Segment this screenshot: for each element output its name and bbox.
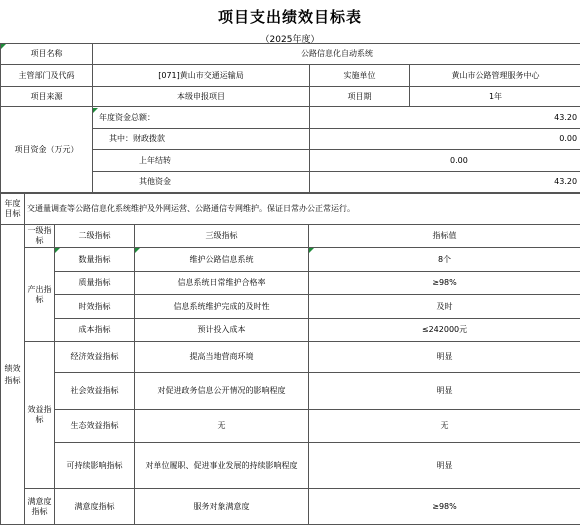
dept-value: [071]黄山市交通运输局 xyxy=(93,65,310,87)
funds-total-value: 43.20 xyxy=(310,107,580,129)
table-row-l2: 成本指标 xyxy=(55,319,135,342)
source-label: 项目来源 xyxy=(1,87,93,107)
output-indicator-label: 产出指标 xyxy=(25,248,55,342)
funds-carry-label: 上年结转 xyxy=(93,150,310,172)
table-row-l3: 对促进政务信息公开情况的影响程度 xyxy=(135,373,309,410)
table-row-l3: 无 xyxy=(135,410,309,443)
header-level3: 三级指标 xyxy=(135,225,309,248)
period-label: 项目期 xyxy=(310,87,410,107)
source-value: 本级申报项目 xyxy=(93,87,310,107)
table-row-l2: 质量指标 xyxy=(55,272,135,295)
table-row-l2: 数量指标 xyxy=(55,248,135,272)
table-row-l3: 信息系统日常维护合格率 xyxy=(135,272,309,295)
table-row-l3: 信息系统维护完成的及时性 xyxy=(135,295,309,319)
cell-marker-icon xyxy=(135,248,140,253)
table-row-value: 明显 xyxy=(309,443,580,489)
header-level2: 二级指标 xyxy=(55,225,135,248)
performance-indicator-label: 绩效指标 xyxy=(1,225,25,525)
table-row-l3: 提高当地营商环境 xyxy=(135,342,309,373)
table-row-l2: 时效指标 xyxy=(55,295,135,319)
table-row-l2: 社会效益指标 xyxy=(55,373,135,410)
table-row-value: 8个 xyxy=(309,248,580,272)
project-name-value: 公路信息化自动系统 xyxy=(93,44,580,65)
table-row-l2: 满意度指标 xyxy=(55,489,135,525)
funds-fiscal-label: 其中：财政拨款 xyxy=(93,129,310,150)
table-row-l3: 服务对象满意度 xyxy=(135,489,309,525)
funds-fiscal-value: 0.00 xyxy=(310,129,580,150)
table-row-l2: 经济效益指标 xyxy=(55,342,135,373)
page-title: 项目支出绩效目标表 xyxy=(217,8,362,26)
table-row-l3: 对单位履职、促进事业发展的持续影响程度 xyxy=(135,443,309,489)
dept-label: 主管部门及代码 xyxy=(1,65,93,87)
year-subtitle: （2025年度） xyxy=(260,35,320,45)
funds-total-label: 年度资金总额： xyxy=(93,107,310,129)
unit-label: 实施单位 xyxy=(310,65,410,87)
table-row-value: ≥98% xyxy=(309,489,580,525)
benefit-indicator-label: 效益指标 xyxy=(25,342,55,489)
annual-goal-table xyxy=(0,193,580,225)
indicator-table xyxy=(0,224,580,525)
funds-other-value: 43.20 xyxy=(310,172,580,193)
header-value: 指标值 xyxy=(309,225,580,248)
table-row-value: 无 xyxy=(309,410,580,443)
period-value: 1年 xyxy=(410,87,580,107)
cell-marker-icon xyxy=(93,108,98,113)
funds-label: 项目资金（万元） xyxy=(1,107,93,193)
project-name-label: 项目名称 xyxy=(1,44,93,65)
cell-marker-icon xyxy=(55,248,60,253)
annual-goal-label: 年度目标 xyxy=(1,194,25,225)
table-row-value: 及时 xyxy=(309,295,580,319)
table-row-l3: 预计投入成本 xyxy=(135,319,309,342)
cell-marker-icon xyxy=(309,248,314,253)
table-row-value: ≥98% xyxy=(309,272,580,295)
info-table xyxy=(0,43,580,193)
funds-other-label: 其他资金 xyxy=(93,172,310,193)
table-row-l2: 可持续影响指标 xyxy=(55,443,135,489)
table-row-value: 明显 xyxy=(309,342,580,373)
satisfaction-indicator-label: 满意度指标 xyxy=(25,489,55,525)
unit-value: 黄山市公路管理服务中心 xyxy=(410,65,580,87)
cell-marker-icon xyxy=(1,44,6,49)
table-row-l3: 维护公路信息系统 xyxy=(135,248,309,272)
table-row-value: ≤242000元 xyxy=(309,319,580,342)
header-level1: 一级指标 xyxy=(25,225,55,248)
annual-goal-text: 交通量调查等公路信息化系统维护及外网运营、公路通信专网维护。保证日常办公正常运行。 xyxy=(25,194,580,225)
table-row-value: 明显 xyxy=(309,373,580,410)
funds-carry-value: 0.00 xyxy=(310,150,580,172)
table-row-l2: 生态效益指标 xyxy=(55,410,135,443)
